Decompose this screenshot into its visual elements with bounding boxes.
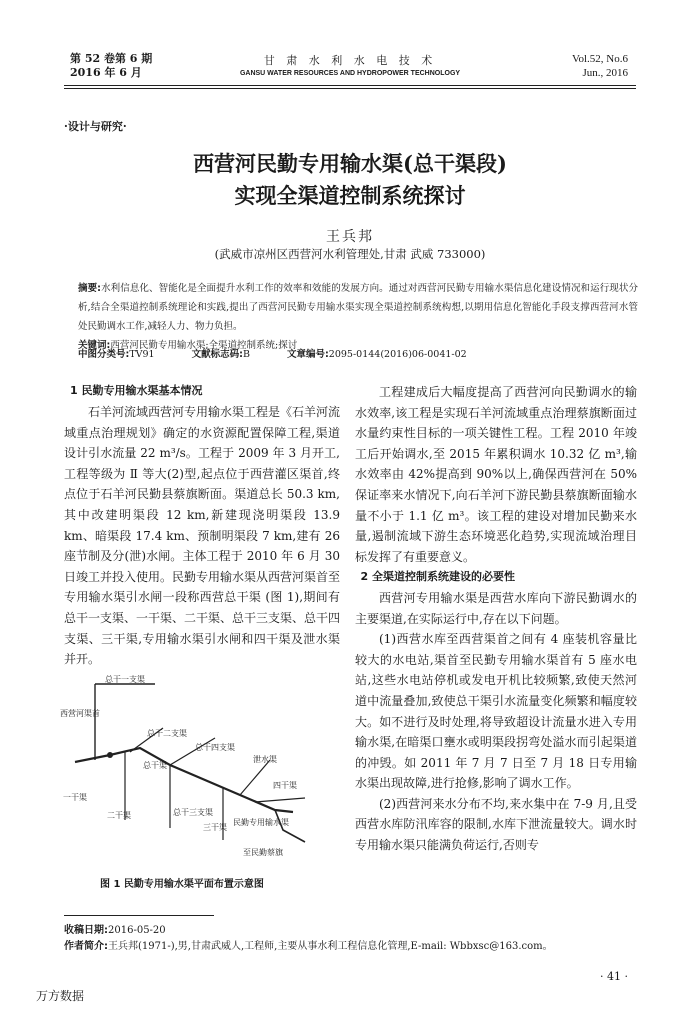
branch-spill	[240, 760, 270, 795]
bio-text: 王兵邦(1971-),男,甘肃武威人,工程师,主要从事水利工程信息化管理,E-mail: Wbbxsc@163.com。	[108, 941, 553, 952]
doc-code-value: B	[242, 349, 250, 360]
page-number: · 41 ·	[600, 970, 628, 983]
label-c1: 一干渠	[63, 793, 87, 802]
watermark: 万方数据	[36, 989, 85, 1003]
date-en: Jun., 2016	[582, 67, 628, 79]
author-bio	[64, 937, 644, 952]
volume-cn: 第 52 卷第 6 期	[70, 52, 153, 65]
author: 王兵邦	[326, 229, 374, 245]
paper-title-line1: 西营河民勤专用输水渠(总干渠段)	[193, 151, 507, 176]
section-tag: ·设计与研究·	[64, 120, 127, 133]
label-zg2: 总干二支渠	[147, 729, 187, 738]
label-c4: 四干渠	[273, 781, 297, 790]
figure-caption: 图 1 民勤专用输水渠平面布置示意图	[100, 879, 264, 890]
clc-label: 中图分类号:	[78, 349, 130, 360]
right-para-cont: 工程建成后大幅度提高了西营河向民勤调水的输水效率,该工程是实现石羊河流域重点治理蔡旗断面过水量约束性目标的一项关键性工程。工程 2010 年竣工后开始调水,至 2015 年累积调水 10.32 亿 m³,输水效率由 42%提高到 90%以上,确保西营河在 50%保证率来水情况下,向石羊河下游民勤县蔡旗断面输水量不小于 1.1 亿 m³。该工程的建设对增加民勤来水量,遏制流域下游生态环境恶化趋势,实现流域治理目标发挥了有重要意义。	[355, 385, 637, 564]
heading-1: 1 民勤专用输水渠基本情况	[70, 384, 203, 397]
label-zg1: 总干一支渠	[105, 675, 145, 684]
clc-value: TV91	[129, 349, 155, 360]
label-c3: 三干渠	[203, 823, 227, 832]
classification-line	[78, 346, 638, 360]
journal-title-cn: 甘 肃 水 利 水 电 技 术	[263, 54, 437, 67]
journal-title-en: GANSU WATER RESOURCES AND HYDROPOWER TECHNOLOGY	[239, 70, 461, 77]
label-head: 西营河渠首	[60, 709, 100, 718]
header-center	[200, 52, 500, 77]
right-column	[355, 382, 637, 856]
label-special: 民勤专用输水渠	[233, 818, 289, 827]
right-para-4: (2)西营河来水分布不均,来水集中在 7-9 月,且受西营水库防汛库容的限制,水库下泄流量较大。调水时专用输水渠只能满负荷运行,否则专	[355, 796, 637, 853]
label-spill: 泄水渠	[253, 755, 277, 764]
abstract-text: 水利信息化、智能化是全面提升水利工作的效率和效能的发展方向。通过对西营河民勤专用输水渠信息化建设情况和运行现状分析,结合全渠道控制系统理论和实践,提出了西营河民勤专用输水渠实现全渠道控制系统构想,以期用信息化智能化手段支撑西营河水管处民勤调水工作,减轻人力、物力负担。	[78, 283, 638, 332]
label-zg3: 总干三支渠	[173, 808, 213, 817]
label-c2: 二干渠	[107, 811, 131, 820]
bio-label: 作者简介:	[64, 941, 108, 952]
right-para-2: 西营河专用输水渠是西营水库向下游民勤调水的主要渠道,在实际运行中,存在以下问题。	[355, 590, 637, 626]
footnote-rule	[64, 915, 214, 916]
article-no-label: 文章编号:	[286, 349, 329, 360]
label-main: 总干渠	[143, 761, 167, 770]
keywords-label: 关键词:	[78, 340, 111, 351]
right-para-3: (1)西营水库至西营渠首之间有 4 座装机容量比较大的水电站,渠首至民勤专用输水渠首有 5 座水电站,这些水电站停机或发电开机比较频繁,致使天然河道中流量叠加,致使总干渠引水流量变化频繁和幅度较大。如不进行及时处理,将导致超设计流量水进入专用输水渠,在暗渠口壅水或明渠段拐弯处溢水而引起渠道的冲毁。如 2011 年 7 月 7 日至 7 月 18 日专用输水渠出现故障,进行抢修,影响了调水工作。	[355, 632, 637, 791]
canal-layout-figure	[55, 675, 325, 870]
volume-en: Vol.52, No.6	[571, 53, 628, 65]
header-rule	[64, 85, 636, 86]
label-caiqi: 至民勤蔡旗	[243, 848, 283, 857]
label-zg4: 总干四支渠	[195, 743, 235, 752]
affiliation: (武威市凉州区西营河水利管理处,甘肃 武威 733000)	[214, 247, 486, 261]
keywords: 西营河民勤专用输水渠;全渠道控制系统;探讨	[110, 340, 298, 351]
article-no-value: 2095-0144(2016)06-0041-02	[328, 349, 467, 360]
branch-c4	[255, 798, 305, 802]
received-value: 2016-05-20	[108, 925, 166, 936]
left-para-1: 石羊河流域西营河专用输水渠工程是《石羊河流域重点治理规划》确定的水资源配置保障工程,渠道设计引水流量 22 m³/s。工程于 2009 年 3 月开工,工程等级为 Ⅱ 等大(2)型,起点位于西营灌区渠首,终点位于石羊河民勤县蔡旗断面。渠道总长 50.3 km,其中改建明渠段 12 km,新建现浇明渠段 13.9 km、暗渠段 17.4 km、预制明渠段 7 km,建有 26 座节制及分(泄)水闸。主体工程于 2010 年 6 月 30 日竣工并投入使用。民勤专用输水渠从西营河渠首至专用输水渠引水闸一段称西营总干渠 (图 1),期间有总干一支渠、一干渠、二干渠、总干三支渠、总干四支渠、三干渠,专用输水渠引水闸和四干渠及泄水渠并开。	[64, 405, 341, 667]
canal-head-node	[107, 752, 113, 758]
abstract-label: 摘要:	[78, 283, 101, 294]
received-label: 收稿日期:	[64, 925, 108, 936]
left-column	[64, 402, 340, 670]
date-cn: 2016 年 6 月	[70, 66, 142, 79]
doc-code-label: 文献标志码:	[191, 349, 243, 360]
header-left	[70, 52, 152, 80]
header-rule-thin	[64, 88, 636, 89]
abstract	[78, 279, 638, 355]
received-date	[64, 921, 166, 936]
header-right	[572, 52, 628, 80]
heading-2: 2 全渠道控制系统建设的必要性	[360, 570, 515, 584]
paper-title-line2: 实现全渠道控制系统探讨	[234, 183, 466, 208]
